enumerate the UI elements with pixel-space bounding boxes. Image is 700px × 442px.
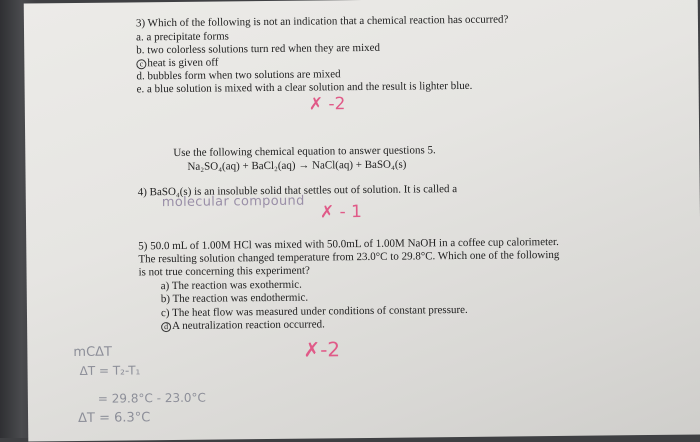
work-line-1: mCΔT [73,344,113,361]
equation-instruction: Use the following chemical equation to answer questions 5. [173,144,436,159]
q3-circled-letter: c [136,59,146,69]
q3-question: 3) Which of the following is not an indication that a chemical reaction has occurred? [135,13,509,30]
q5-option-c: c) The heat flow was measured under conditions of constant pressure. [160,303,468,320]
q5-line-1: 5) 50.0 mL of 1.00M HCl was mixed with 50.0mL of 1.00M NaOH in a coffee cup calorimeter. [138,235,559,253]
q3-option-a: a. a precipitate forms [136,30,230,44]
q3-grade-mark: ✗ -2 [308,94,346,115]
worksheet-paper [24,0,700,442]
q3-option-c [136,57,218,70]
q3-option-d: d. bubbles form when two solutions are mixed [136,68,341,83]
q4-handwritten-answer: molecular compound [161,193,305,211]
q5-option-a: a) The reaction was exothermic. [160,278,302,293]
work-line-2: ΔT = T₂-T₁ [79,363,141,378]
work-line-3: = 29.8°C - 23.0°C [97,390,206,406]
chemical-equation: Na₂SO₄(aq) + BaCl₂(aq) → NaCl(aq) + BaSO₄(s) [187,158,407,173]
q5-circled-letter: d [161,322,171,332]
q4-grade-mark: ✗ - 1 [319,202,363,223]
q3-option-c-text: heat is given off [147,56,219,70]
q3-option-e: e. a blue solution is mixed with a clear solution and the result is lighter blue. [136,79,473,96]
q5-option-d [161,318,325,332]
q5-option-b: b) The reaction was endothermic. [160,291,309,306]
q3-option-b: b. two colorless solutions turn red when they are mixed [136,41,381,57]
q5-line-2: The resulting solution changed temperature from 23.0°C to 29.8°C. Which one of the following [138,248,560,266]
q4-question: 4) BaSO₄(s) is an insoluble solid that settles out of solution. It is called a [137,183,458,199]
work-line-4: ΔT = 6.3°C [77,410,151,426]
q5-grade-mark: ✗-2 [303,337,341,362]
q5-option-d-text: A neutralization reaction occurred. [172,318,325,333]
q5-line-3: is not true concerning this experiment? [138,264,310,279]
